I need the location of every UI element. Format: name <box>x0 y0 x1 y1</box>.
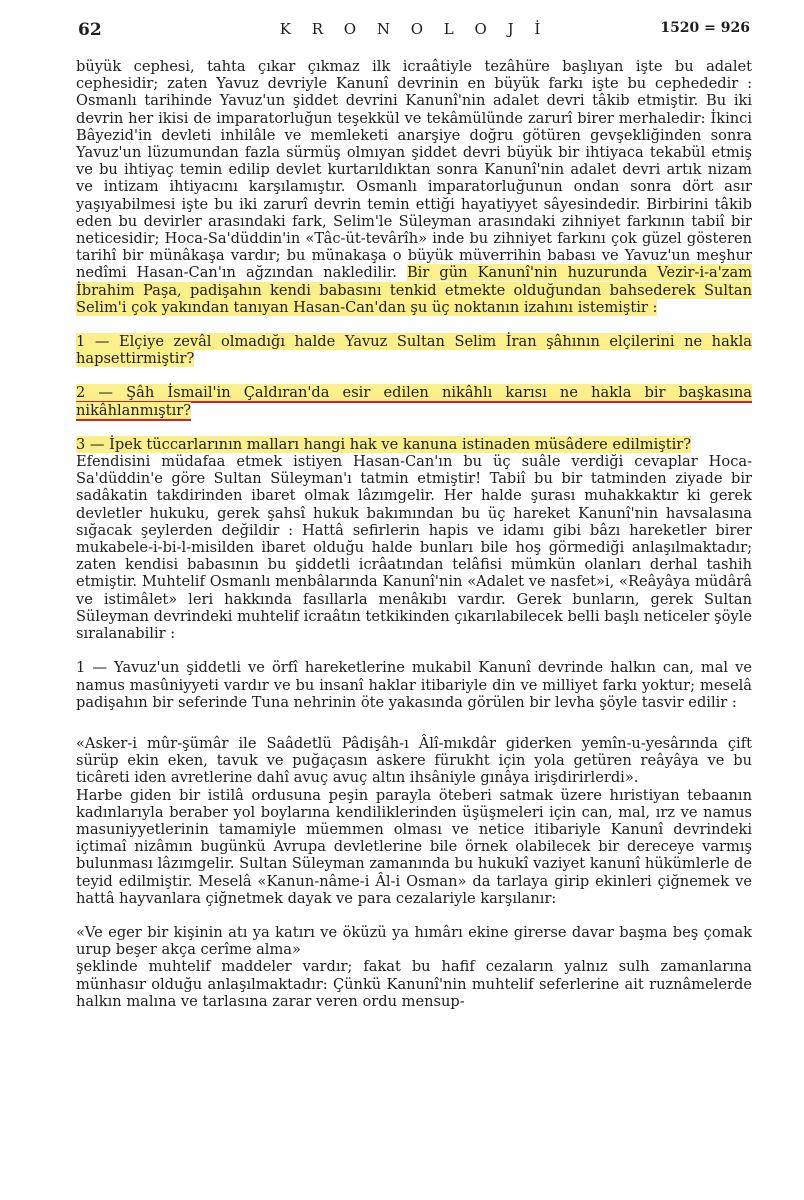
paragraph-point-1: 1 — Yavuz'un şiddetli ve örfî hareketlerine mukabil Kanunî devrinde halkın can, mal ve namus masûniyyeti vardır ve bu insanî haklar itibariyle din ve milliyet farkı yoktur; meselâ padişahın bir seferinde Tuna nehrinin öte yakasında görülen bir levha şöyle tasvir edilir : <box>76 659 752 711</box>
paragraph-intro-text: büyük cephesi, tahta çıkar çıkmaz ilk icraâtiyle tezâhüre başlıyan işte bu adalet cephesidir; zaten Yavuz devriyle Kanunî devrinin en büyük farkı işte bu cephededir : Osmanlı tarihinde Yavuz'un şiddet devrini Kanunî'nin adalet devri tâkib etmiştir. Bu iki devrin her ikisi de imparatorluğun teşekkül ve tekâmülünde zarurî birer merhaledir: İkinci Bâyezid'in devleti inhilâle ve memleketi anarşiye doğru götüren gevşekliğinden sonra Yavuz'un lüzumundan fazla sürmüş olmıyan şiddet devri büyük bir ihtiyaca tekabül etmiş ve bu ihtiyaç temin edilip devlet kurtarıldıktan sonra Kanunî'nin adalet devri artık nizam ve intizam ihtiyacını karşılamıştır. Osmanlı imparatorluğunun ondan sonra dört asır yaşıyabilmesi işte bu iki zarurî devrin temin ettiği hayatiyyet sâyesindedir. Birbirini tâkib eden bu devirler arasındaki fark, Selim'le Süleyman arasındaki zihniyet farkının tabiî bir neticesidir; Hoca-Sa'düddin'in «Tâc-üt-tevârîh» inde bu zihniyet farkını çok güzel gösteren tarihî bir münâkaşa vardır; bu münakaşa o büyük müverrihin babası ve Yavuz'un meşhur nedîmi Hasan-Can'ın ağzından nakledilir. <box>76 58 752 282</box>
list-item-1: 1 — Elçiye zevâl olmadığı halde Yavuz Sultan Selim İran şâhının elçilerini ne hakla hapsettirmiştir? <box>76 333 752 368</box>
highlighted-passage: Bir gün Kanunî'nin huzurunda Vezir-i-a'zam İbrahim Paşa, padişahın kendi babasını tenkid etmekte olduğundan bahsederek Sultan Selim'i çok yakından tanıyan Hasan-Can'dan şu üç noktanın izahını istemiştir : <box>76 264 752 316</box>
running-title: K R O N O L O J İ <box>279 20 549 38</box>
page-header <box>78 20 750 42</box>
quote-2: «Ve eger bir kişinin atı ya katırı ve öküzü ya hımârı ekine girerse davar başma beş çomak urup beşer akça cerîme alma» <box>76 923 752 959</box>
list-item-3: 3 — İpek tüccarlarının malları hangi hak ve kanuna istinaden müsâdere edilmiştir? <box>76 435 692 453</box>
page-number: 62 <box>78 20 102 40</box>
quote-1: «Asker-i mûr-şümâr ile Saâdetlü Pâdişâh-ı Âlî-mıkdâr giderken yemîn-u-yesârında çift sürüp ekin eken, tavuk ve puğaçasın askere fürukht için yola getüren reâyâya ve bu ticâreti iden avretlerine dahî avuç avuç altın ihsâniyle gınâya irişdirirlerdi». <box>76 734 752 787</box>
paragraph-defense: Efendisini müdafaa etmek istiyen Hasan-Can'ın bu üç suâle verdiği cevaplar Hoca-Sa'düddin'e göre Sultan Süleyman'ı tatmin etmiştir! Tabiî bu bir tatminden ziyade bir sadâkatin takdirinden ibaret olmak lâzımgelir. Her halde şurası muhakkaktır ki gerek devletler hukuku, gerek şahsî hukuk bakımından bu üç hareket Kanunî'nin havsalasına sığacak şeylerden değildir : Hattâ sefirlerin hapis ve idamı gibi bâzı hareketler birer mukabele-i-bi-l-misilden ibaret olduğu halde bunları bile hoş görmediği anlaşılmaktadır; zaten kendisi babasının bu şiddetli icrâatından telâfisi mümkün olanları derhal tashih etmiştir. Muhtelif Osmanlı menbâlarında Kanunî'nin «Adalet ve nasfet»i, «Reâyâya müdârâ ve istimâlet» leri hakkında fasıllarla menâkıbı vardır. Gerek bunların, gerek Sultan Süleyman devrindeki muhtelif icraâtın tetkikinden çıkarılabilecek belli başlı neticeler şöyle sıralanabilir : <box>76 453 752 643</box>
page-body <box>76 58 752 1010</box>
paragraph-penalties: şeklinde muhtelif maddeler vardır; fakat bu hafif cezaların yalnız sulh zamanlarına münhasır olduğu anlaşılmaktadır: Çünkü Kanunî'nin muhtelif seferlerine ait ruznâmelerde halkın malına ve tarlasına zarar veren ordu mensup- <box>76 958 752 1010</box>
paragraph-army: Harbe giden bir istilâ ordusuna peşin parayla öteberi satmak üzere hıristiyan tebaanın kadınlarıyla beraber yol boylarına kendiliklerinden üşüşmeleri için can, mal, ırz ve namus masuniyyetlerinin tamamiyle müemmen olması ve netice itibariyle Kanunî devrindeki içtimaî nizâmın bugünkü Avrupa devletlerine bile örnek olabilecek bir dereceye varmış bulunması lâzımgelir. Sultan Süleyman zamanında bu hukukî vaziyet kanunî hükümlerle de teyid edilmiştir. Meselâ «Kanun-nâme-i Âl-i Osman» da tarlaya girip ekinleri çiğnemek ve hattâ hayvanlara çiğnetmek dayak ve para cezalariyle karşılanır: <box>76 786 752 907</box>
year-reference: 1520 = 926 <box>660 20 750 36</box>
list-item-2: 2 — Şâh İsmail'in Çaldıran'da esir edilen nikâhlı karısı ne hakla bir başkasına nikâhlanmıştır? <box>76 384 752 419</box>
paragraph-intro <box>76 58 752 316</box>
